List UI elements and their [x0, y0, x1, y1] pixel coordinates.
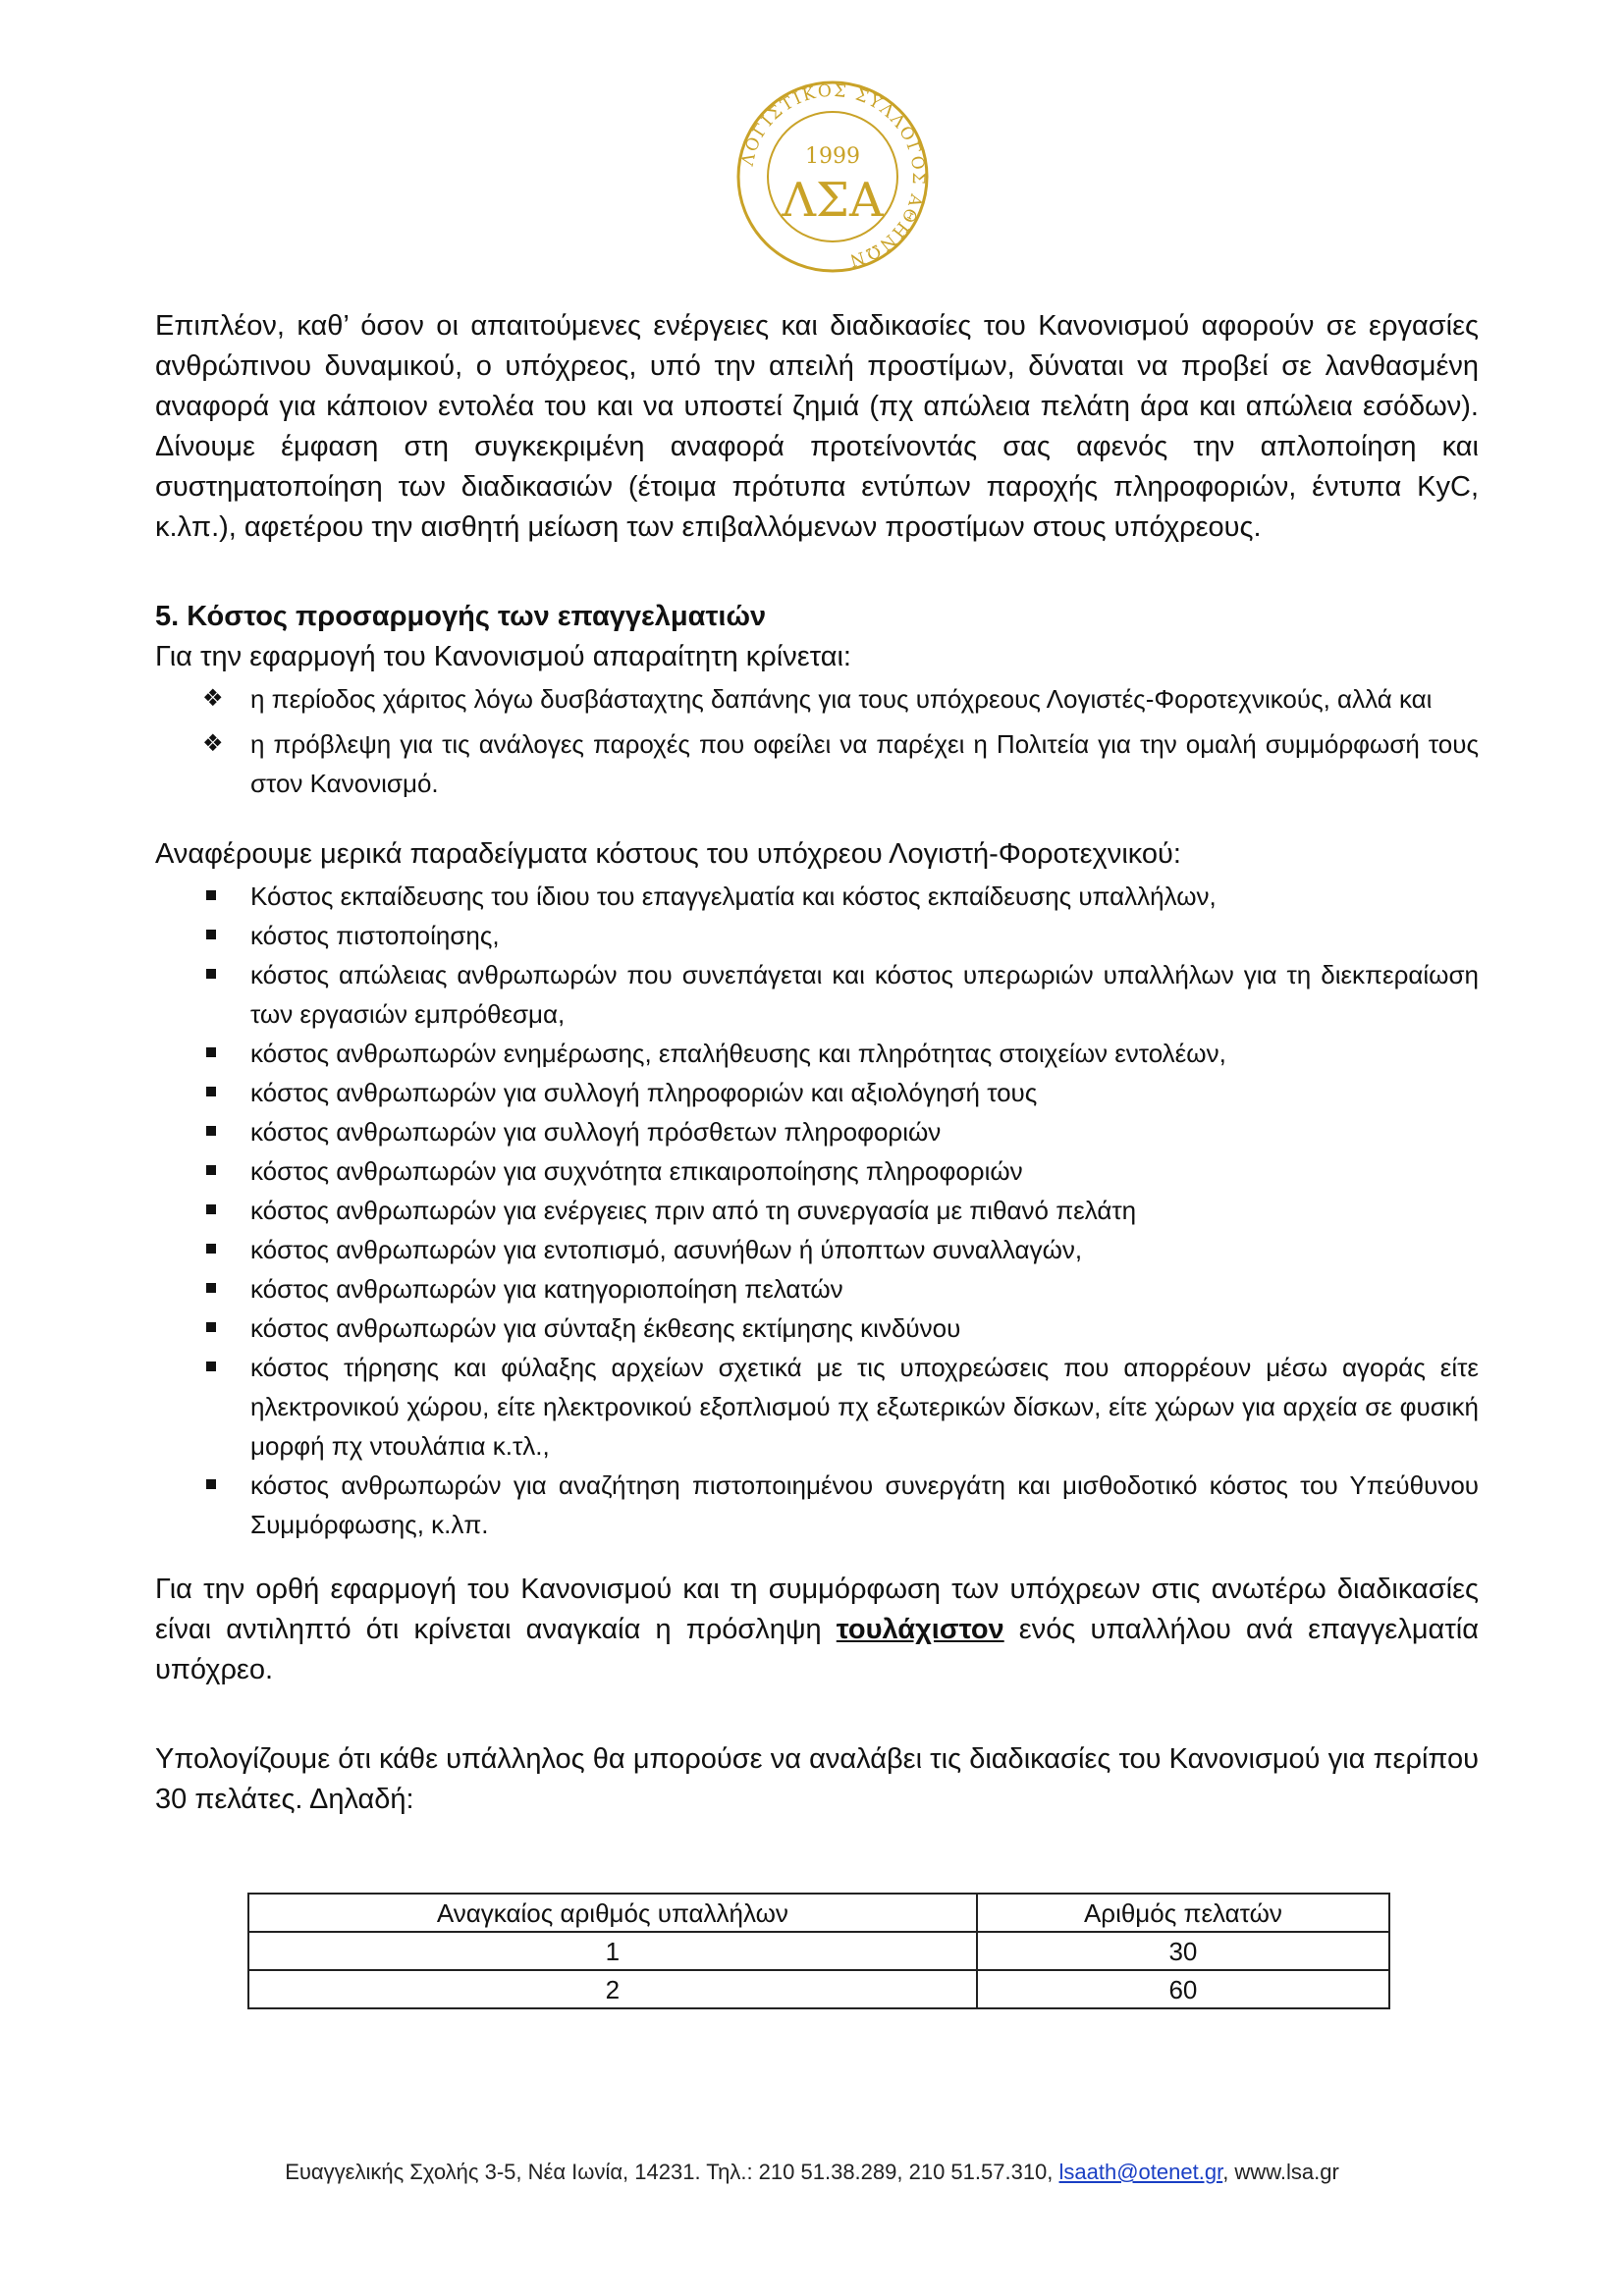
- table-cell: 60: [977, 1970, 1389, 2008]
- table-row: [248, 1932, 1389, 1970]
- list-item: ❖ η περίοδος χάριτος λόγω δυσβάσταχτης δαπάνης για τους υπόχρεους Λογιστές-Φοροτεχνικούς, αλλά και: [155, 679, 1479, 719]
- square-bullet-icon: [206, 890, 216, 900]
- square-bullet-icon: [206, 930, 216, 939]
- list-item: ❖ η πρόβλεψη για τις ανάλογες παροχές που οφείλει να παρέχει η Πολιτεία για την ομαλή συμμόρφωσή τους στον Κανονισμό.: [155, 724, 1479, 803]
- table-cell: 1: [248, 1932, 977, 1970]
- square-bullet-icon: [206, 969, 216, 979]
- list-item: κόστος ανθρωπωρών ενημέρωσης, επαλήθευσης και πληρότητας στοιχείων εντολέων,: [155, 1034, 1479, 1073]
- paragraph-estimate: Υπολογίζουμε ότι κάθε υπάλληλος θα μπορούσε να αναλάβει τις διαδικασίες του Κανονισμού για περίπου 30 πελάτες. Δηλαδή:: [155, 1743, 1479, 1815]
- employees-clients-table: [247, 1893, 1390, 2009]
- diamond-bullet-icon: ❖: [202, 685, 224, 712]
- square-bullet-icon: [206, 1479, 216, 1489]
- list-item: κόστος ανθρωπωρών για συχνότητα επικαιροποίησης πληροφοριών: [155, 1151, 1479, 1191]
- list-item: κόστος ανθρωπωρών για σύνταξη έκθεσης εκτίμησης κινδύνου: [155, 1308, 1479, 1348]
- document-body: [155, 306, 1479, 1820]
- paragraph-human-resources: Επιπλέον, καθ’ όσον οι απαιτούμενες ενέργειες και διαδικασίες του Κανονισμού αφορούν σε εργασίες ανθρώπινου δυναμικού, ο υπόχρεος, υπό την απειλή προστίμων, δύναται να προβεί σε λανθασμένη αναφορά για κάποιον εντολέα του και να υποστεί ζημιά (πχ απώλεια πελάτη άρα και απώλεια εσόδων). Δίνουμε έμφαση στη συγκεκριμένη αναφορά προτείνοντάς σας αφενός την απλοποίηση και συστηματοποίηση των διαδικασιών (έτοιμα πρότυπα εντύπων παροχής πληροφοριών, έντυπα ΚyC, κ.λπ.), αφετέρου την αισθητή μείωση των επιβαλλόμενων προστίμων στους υπόχρεους.: [155, 310, 1479, 543]
- square-bullet-icon: [206, 1204, 216, 1214]
- footer-website[interactable]: www.lsa.gr: [1234, 2160, 1339, 2184]
- examples-intro: Αναφέρουμε μερικά παραδείγματα κόστους του υπόχρεου Λογιστή-Φοροτεχνικού:: [155, 838, 1181, 870]
- square-bullet-icon: [206, 1283, 216, 1293]
- paragraph-hiring: Για την ορθή εφαρμογή του Κανονισμού και τη συμμόρφωση των υπόχρεων στις ανωτέρω διαδικασίες είναι αντιληπτό ότι κρίνεται αναγκαία η πρόσληψη τουλάχιστον ενός υπαλλήλου ανά επαγγελματία υπόχρεο.: [155, 1574, 1479, 1685]
- table-cell: 2: [248, 1970, 977, 2008]
- square-bullet-icon: [206, 1047, 216, 1057]
- requirements-list: [155, 679, 1479, 803]
- association-logo: [734, 69, 931, 285]
- emphasis-text: τουλάχιστον: [836, 1614, 1004, 1645]
- footer-email-link[interactable]: lsaath@otenet.gr: [1058, 2160, 1223, 2184]
- square-bullet-icon: [206, 1362, 216, 1371]
- square-bullet-icon: [206, 1165, 216, 1175]
- diamond-bullet-icon: ❖: [202, 730, 224, 757]
- list-item: κόστος ανθρωπωρών για κατηγοριοποίηση πελατών: [155, 1269, 1479, 1308]
- square-bullet-icon: [206, 1244, 216, 1254]
- list-item: κόστος ανθρωπωρών για αναζήτηση πιστοποιημένου συνεργάτη και μισθοδοτικό κόστος του Υπεύθυνου Συμμόρφωσης, κ.λπ.: [155, 1466, 1479, 1544]
- table-cell: 30: [977, 1932, 1389, 1970]
- list-item: κόστος ανθρωπωρών για ενέργειες πριν από τη συνεργασία με πιθανό πελάτη: [155, 1191, 1479, 1230]
- square-bullet-icon: [206, 1322, 216, 1332]
- table-header-row: [248, 1894, 1389, 1932]
- list-item: κόστος ανθρωπωρών για συλλογή πληροφοριών και αξιολόγησή τους: [155, 1073, 1479, 1112]
- table-row: [248, 1970, 1389, 2008]
- square-bullet-icon: [206, 1087, 216, 1096]
- list-item: κόστος τήρησης και φύλαξης αρχείων σχετικά με τις υποχρεώσεις που απορρέουν μέσω αγοράς είτε ηλεκτρονικού χώρου, είτε ηλεκτρονικού εξοπλισμού πχ εξωτερικών δίσκων, είτε χώρων για αρχεία σε φυσική μορφή πχ ντουλάπια κ.τλ.,: [155, 1348, 1479, 1466]
- logo-year: 1999: [805, 144, 860, 169]
- cost-items-list: [155, 877, 1479, 1544]
- list-item: κόστος απώλειας ανθρωπωρών που συνεπάγεται και κόστος υπερωριών υπαλλήλων για τη διεκπεραίωση των εργασιών εμπρόθεσμα,: [155, 955, 1479, 1034]
- square-bullet-icon: [206, 1126, 216, 1136]
- table-header-cell: Αναγκαίος αριθμός υπαλλήλων: [248, 1894, 977, 1932]
- list-item: κόστος ανθρωπωρών για εντοπισμό, ασυνήθων ή ύποπτων συναλλαγών,: [155, 1230, 1479, 1269]
- list-item: κόστος ανθρωπωρών για συλλογή πρόσθετων πληροφοριών: [155, 1112, 1479, 1151]
- page-footer: Ευαγγελικής Σχολής 3-5, Νέα Ιωνία, 14231. Τηλ.: 210 51.38.289, 210 51.57.310, lsaath@otenet.gr, www.lsa.gr: [285, 2160, 1339, 2184]
- logo-monogram: ΛΣΑ: [782, 173, 884, 228]
- footer-address: Ευαγγελικής Σχολής 3-5, Νέα Ιωνία, 14231. Τηλ.: 210 51.38.289, 210 51.57.310,: [285, 2160, 1059, 2184]
- list-item: κόστος πιστοποίησης,: [155, 916, 1479, 955]
- logo-ring-text: ΛΟΓΙΣΤΙΚΟΣ ΣΥΛΛΟΓΟΣ ΑΘΗΝΩΝ: [737, 80, 929, 271]
- table-header-cell: Αριθμός πελατών: [977, 1894, 1389, 1932]
- list-item: Κόστος εκπαίδευσης του ίδιου του επαγγελματία και κόστος εκπαίδευσης υπαλλήλων,: [155, 877, 1479, 916]
- section-heading: 5. Κόστος προσαρμογής των επαγγελματιών: [155, 601, 767, 632]
- section-intro: Για την εφαρμογή του Κανονισμού απαραίτητη κρίνεται:: [155, 641, 851, 672]
